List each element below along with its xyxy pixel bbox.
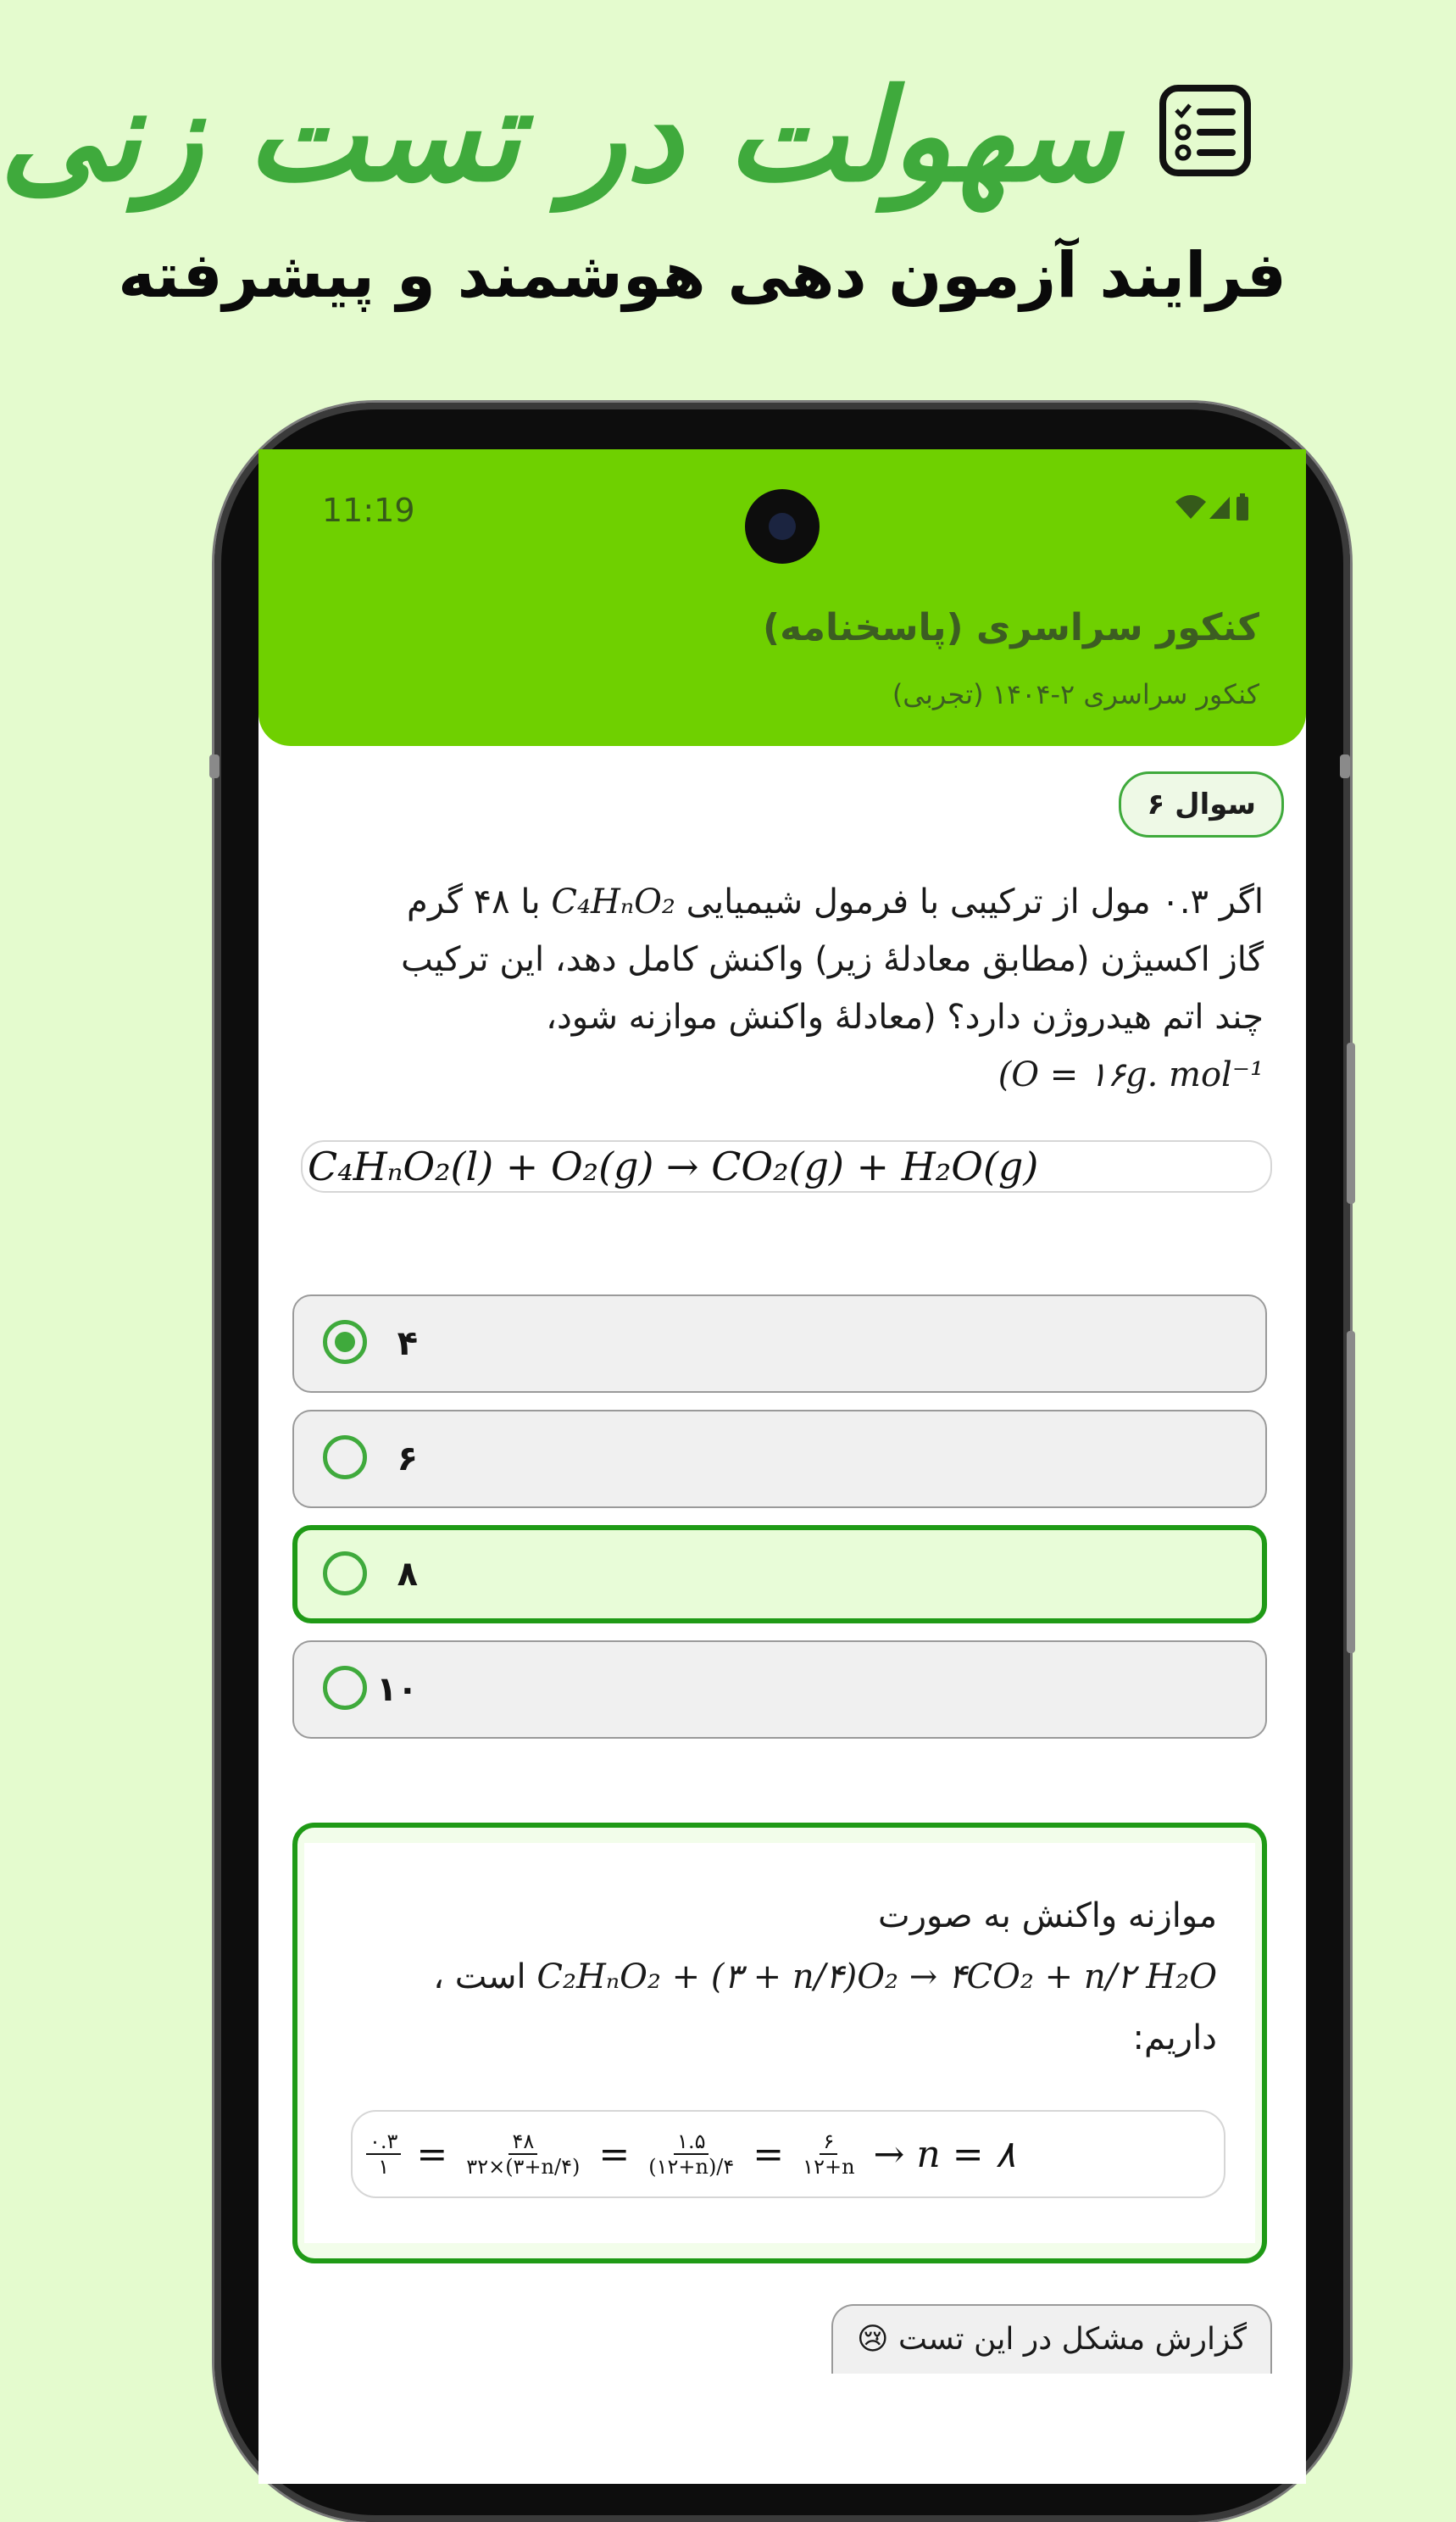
explanation-line3: داریم: <box>1132 2018 1217 2057</box>
phone-side-button <box>1340 754 1350 778</box>
explanation-card <box>292 1823 1267 2263</box>
explanation-formula: $\frac{۰.۳}{۱}$ = $\frac{۴۸}{۳۲\times(۳+n/۴)}$ = $\frac{۱.۵}{(۱۲+n)/۴}$ = $\frac{۶}{۱۲+n}$ → n = ۸ <box>351 2110 1225 2198</box>
question-line4: (O = ۱۶g. mol⁻¹ <box>998 1055 1264 1094</box>
option-label: ۸ <box>397 1555 418 1594</box>
option-2[interactable] <box>292 1410 1267 1508</box>
explanation-text <box>336 1885 1217 2068</box>
phone-side-button <box>209 754 220 778</box>
explanation-line1: موازنه واکنش به صورت <box>878 1896 1217 1935</box>
option-label: ۱۰ <box>376 1670 418 1709</box>
option-4[interactable] <box>292 1640 1267 1739</box>
status-time: 11:19 <box>322 492 415 529</box>
option-3-correct[interactable] <box>292 1525 1267 1623</box>
fraction: $\frac{۱.۵}{(۱۲+n)/۴}$ <box>648 2130 735 2179</box>
promo-subtitle: فرایند آزمون دهی هوشمند و پیشرفته <box>118 239 1287 312</box>
question-line1-b: با ۴۸ گرم <box>407 882 541 921</box>
phone-power-button <box>1347 1331 1355 1653</box>
question-number-badge: سوال ۶ <box>1119 771 1284 838</box>
explanation-balanced-equation: C₂HₙO₂ + (۳ + n/۴)O₂ → ۴CO₂ + n/۲ H₂O <box>536 1957 1217 1996</box>
fraction: $\frac{۶}{۱۲+n}$ <box>803 2130 855 2179</box>
camera-icon <box>745 489 820 564</box>
question-line3: چند اتم هیدروژن دارد؟ (معادلهٔ واکنش موازنه شود، <box>546 998 1264 1037</box>
formula-result: → n = ۸ <box>873 2132 1016 2176</box>
question-line2: گاز اکسیژن (مطابق معادلهٔ زیر) واکنش کامل دهد، این ترکیب <box>401 940 1264 979</box>
option-label: ۴ <box>397 1324 418 1363</box>
fraction: $\frac{۴۸}{۳۲\times(۳+n/۴)}$ <box>466 2130 581 2179</box>
explanation-line2-text: است ، <box>433 1957 526 1996</box>
promo-title: سهولت در تست زنی <box>0 61 1121 210</box>
app-subtitle: کنکور سراسری ۲-۱۴۰۴ (تجربی) <box>892 678 1259 710</box>
battery-icon <box>1236 497 1248 521</box>
radio-icon[interactable] <box>323 1551 367 1595</box>
app-bar <box>258 449 1306 746</box>
question-line1-a: اگر ۰.۳ مول از ترکیبی با فرمول شیمیایی <box>686 882 1264 921</box>
radio-icon[interactable] <box>323 1435 367 1479</box>
option-1[interactable] <box>292 1294 1267 1393</box>
option-label: ۶ <box>397 1439 418 1478</box>
question-text <box>348 873 1264 1104</box>
question-formula: C₄HₙO₂ <box>551 882 675 921</box>
radio-icon[interactable] <box>323 1666 367 1710</box>
reaction-equation: C₄HₙO₂(l) + O₂(g) → CO₂(g) + H₂O(g) <box>301 1140 1272 1193</box>
wifi-icon <box>1175 495 1206 519</box>
explanation-body <box>304 1843 1255 2243</box>
radio-checked-icon[interactable] <box>323 1320 367 1364</box>
fraction: $\frac{۰.۳}{۱}$ <box>366 2130 401 2179</box>
report-problem-button[interactable]: گزارش مشکل در این تست 😢 <box>831 2304 1272 2374</box>
signal-icon <box>1209 497 1230 519</box>
app-title: کنکور سراسری (پاسخنامه) <box>762 606 1259 649</box>
checklist-icon <box>1159 85 1251 176</box>
status-icons <box>1174 492 1250 526</box>
phone-volume-button <box>1347 1043 1355 1204</box>
phone-screen <box>258 449 1306 2484</box>
